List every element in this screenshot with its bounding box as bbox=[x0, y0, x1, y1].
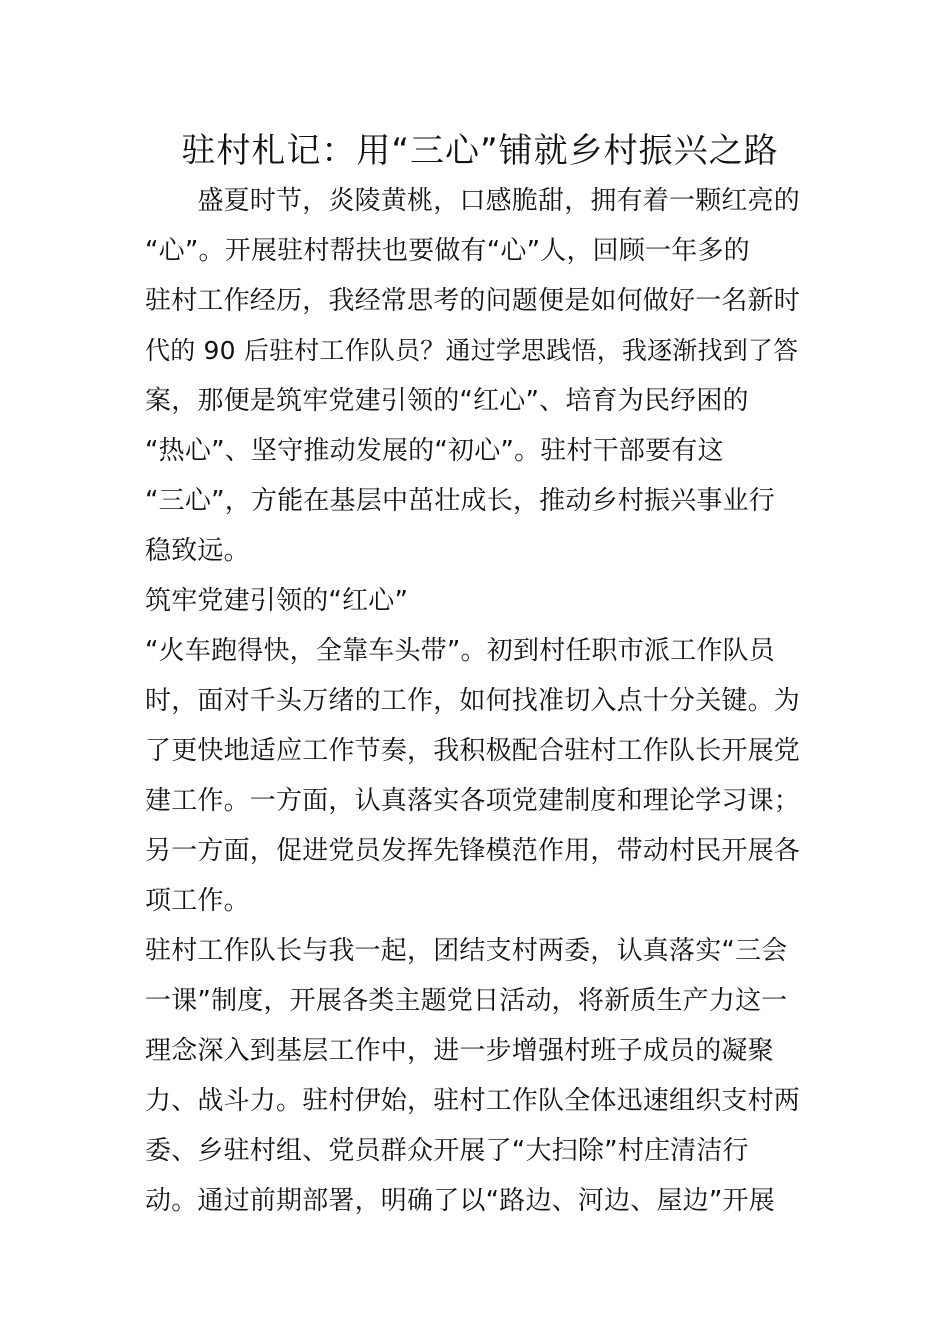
section-heading: 筑牢党建引领的“红心” bbox=[145, 586, 409, 616]
body-line: 驻村工作经历，我经常思考的问题便是如何做好一名新时 bbox=[145, 286, 801, 316]
body-line: 另一方面，促进党员发挥先锋模范作用，带动村民开展各 bbox=[145, 836, 801, 866]
body-line: 代的 90 后驻村工作队员？通过学思践悟，我逐渐找到了答 bbox=[145, 336, 799, 365]
body-line: 项工作。 bbox=[145, 886, 250, 916]
body-line: 了更快地适应工作节奏，我积极配合驻村工作队长开展党 bbox=[145, 736, 801, 766]
body-line: “热心”、坚守推动发展的“初心”。驻村干部要有这 bbox=[145, 436, 724, 466]
body-line: “火车跑得快，全靠车头带”。初到村任职市派工作队员 bbox=[145, 636, 775, 666]
body-line: 理念深入到基层工作中，进一步增强村班子成员的凝聚 bbox=[145, 1036, 774, 1066]
body-line: 建工作。一方面，认真落实各项党建制度和理论学习课； bbox=[145, 786, 801, 816]
document-title: 驻村札记：用“三心”铺就乡村振兴之路 bbox=[181, 131, 779, 171]
body-line: “三心”，方能在基层中茁壮成长，推动乡村振兴事业行 bbox=[145, 486, 775, 516]
body-line: 力、战斗力。驻村伊始，驻村工作队全体迅速组织支村两 bbox=[145, 1086, 801, 1116]
body-line: 动。通过前期部署，明确了以“路边、河边、屋边”开展 bbox=[145, 1186, 775, 1216]
body-line: 一课”制度，开展各类主题党日活动，将新质生产力这一 bbox=[145, 986, 788, 1016]
body-line: “心”。开展驻村帮扶也要做有“心”人，回顾一年多的 bbox=[145, 236, 750, 266]
body-line: 案，那便是筑牢党建引领的“红心”、培育为民纾困的 bbox=[145, 386, 749, 416]
body-line: 盛夏时节，炎陵黄桃，口感脆甜，拥有着一颗红亮的 bbox=[145, 186, 801, 216]
body-line: 驻村工作队长与我一起，团结支村两委，认真落实“三会 bbox=[145, 936, 788, 966]
body-line: 委、乡驻村组、党员群众开展了“大扫除”村庄清洁行 bbox=[145, 1136, 749, 1166]
body-line: 时，面对千头万绪的工作，如何找准切入点十分关键。为 bbox=[145, 686, 801, 716]
body-line: 稳致远。 bbox=[145, 536, 250, 566]
